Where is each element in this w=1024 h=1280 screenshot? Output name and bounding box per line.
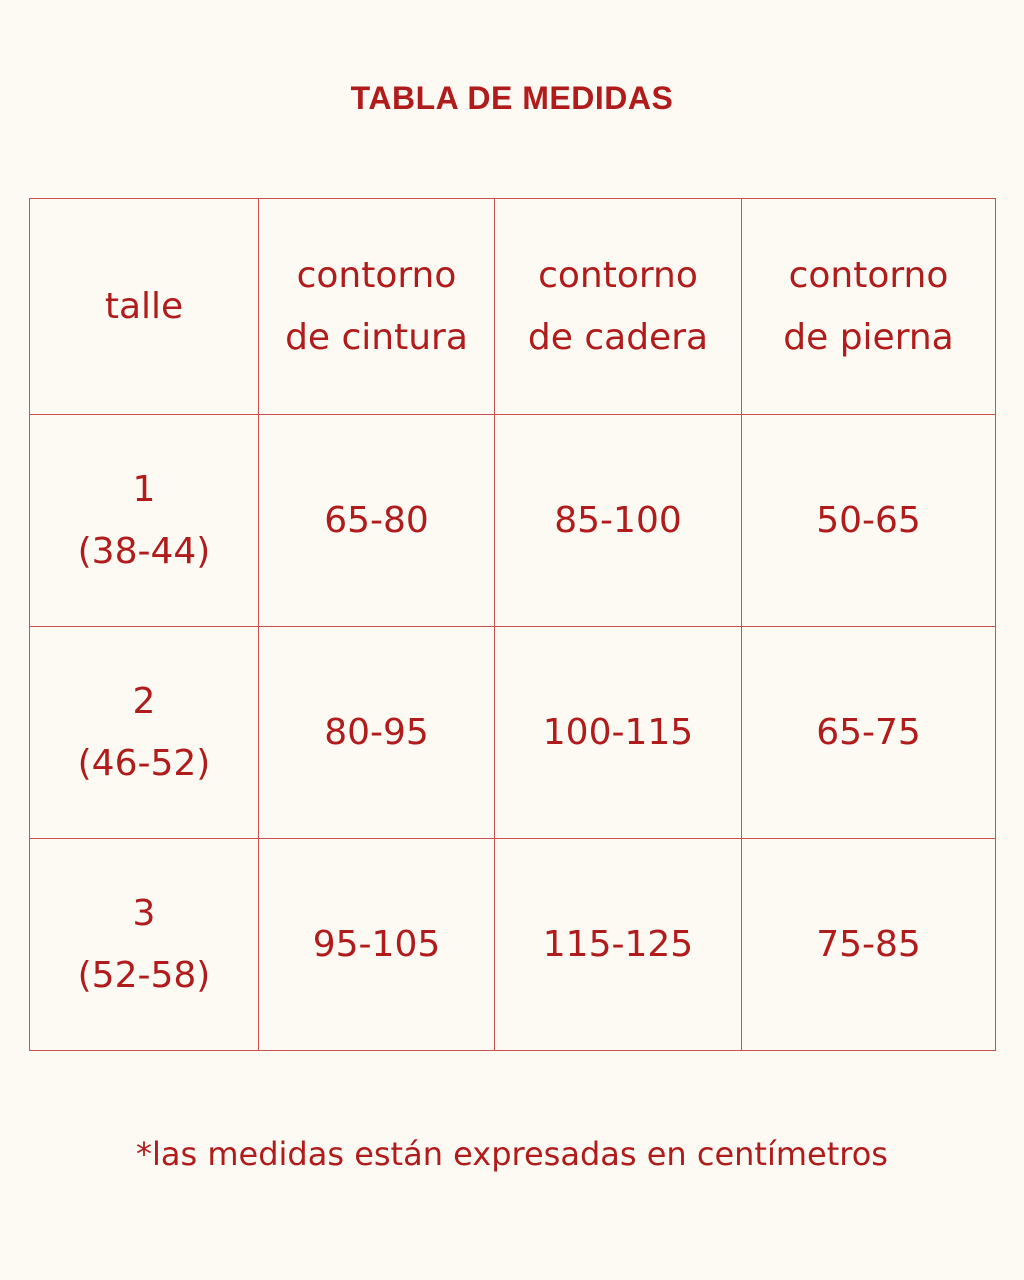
size-chart-table: [29, 198, 996, 1051]
talle-range: (52-58): [77, 954, 211, 996]
cell-cadera: 100-115: [495, 627, 742, 839]
page-title: TABLA DE MEDIDAS: [350, 80, 674, 116]
cell-cadera: 85-100: [495, 415, 742, 627]
cell-cadera: 115-125: [495, 839, 742, 1051]
header-talle-label: talle: [104, 285, 184, 327]
cell-pierna: 65-75: [742, 627, 996, 839]
header-talle: [30, 199, 259, 415]
header-cintura: [259, 199, 495, 415]
talle-number: 1: [132, 468, 156, 510]
header-pierna-line-2: de pierna: [783, 316, 954, 358]
cell-talle: [30, 415, 259, 627]
header-cadera-line-1: contorno: [538, 254, 698, 296]
header-cadera-line-2: de cadera: [527, 316, 709, 358]
table-row: [30, 839, 996, 1051]
cell-pierna: 50-65: [742, 415, 996, 627]
units-footnote: *las medidas están expresadas en centímetros: [136, 1135, 888, 1173]
table-header-row: [30, 199, 996, 415]
cell-cintura: 80-95: [259, 627, 495, 839]
header-pierna: [742, 199, 996, 415]
cell-talle: [30, 627, 259, 839]
cell-talle: [30, 839, 259, 1051]
table-row: [30, 627, 996, 839]
header-pierna-line-1: contorno: [788, 254, 949, 296]
talle-number: 3: [132, 892, 156, 934]
header-cadera: [495, 199, 742, 415]
cell-cintura: 95-105: [259, 839, 495, 1051]
cell-pierna: 75-85: [742, 839, 996, 1051]
table-row: [30, 415, 996, 627]
header-cintura-line-2: de cintura: [285, 316, 468, 358]
talle-range: (38-44): [77, 530, 211, 572]
talle-number: 2: [132, 680, 156, 722]
cell-cintura: 65-80: [259, 415, 495, 627]
header-cintura-line-1: contorno: [296, 254, 457, 296]
talle-range: (46-52): [77, 742, 211, 784]
